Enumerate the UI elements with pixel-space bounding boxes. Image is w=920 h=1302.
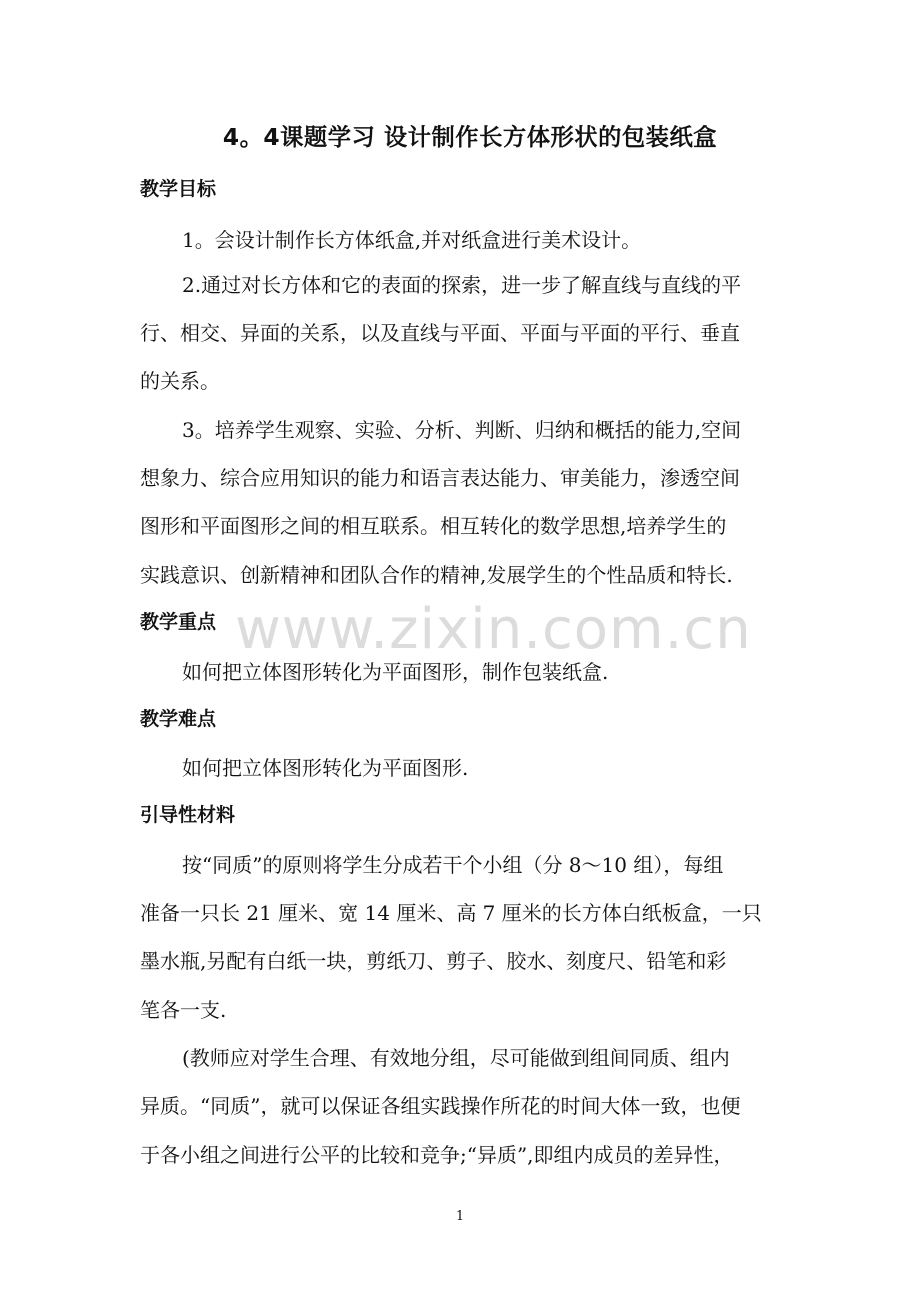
- document-title: 4。4课题学习 设计制作长方体形状的包装纸盒: [222, 124, 718, 151]
- paragraph-line: 3。培养学生观察、实验、分析、判断、归纳和概括的能力,空间: [182, 418, 742, 442]
- watermark: www.zixin.com.cn: [235, 597, 752, 662]
- paragraph-line: 想象力、综合应用知识的能力和语言表达能力、审美能力，渗透空间: [140, 466, 740, 490]
- paragraph-line: 按“同质”的原则将学生分成若干个小组（分 8～10 组），每组: [182, 853, 724, 877]
- paragraph-line: 异质。“同质”，就可以保证各组实践操作所花的时间大体一致，也便: [140, 1094, 741, 1118]
- paragraph-line: 实践意识、创新精神和团队合作的精神,发展学生的个性品质和特长.: [140, 563, 733, 587]
- paragraph-line: 1。会设计制作长方体纸盒,并对纸盒进行美术设计。: [182, 228, 642, 252]
- paragraph-line: 如何把立体图形转化为平面图形.: [182, 756, 469, 780]
- paragraph-line: 准备一只长 21 厘米、宽 14 厘米、高 7 厘米的长方体白纸板盒，一只: [140, 901, 762, 925]
- section-heading-difficulties: 教学难点: [140, 708, 217, 730]
- paragraph-line: 如何把立体图形转化为平面图形，制作包装纸盒.: [182, 660, 609, 684]
- paragraph-line: 2.通过对长方体和它的表面的探索，进一步了解直线与直线的平: [182, 273, 742, 297]
- paragraph-line: 笔各一支.: [140, 998, 227, 1022]
- page-number: 1: [455, 1209, 465, 1224]
- section-heading-materials: 引导性材料: [140, 804, 236, 826]
- paragraph-line: 的关系。: [140, 369, 220, 393]
- paragraph-line: 墨水瓶,另配有白纸一块，剪纸刀、剪子、胶水、刻度尺、铅笔和彩: [140, 949, 727, 973]
- paragraph-line: (教师应对学生合理、有效地分组，尽可能做到组间同质、组内: [182, 1046, 730, 1070]
- section-heading-key-points: 教学重点: [140, 611, 217, 633]
- paragraph-line: 于各小组之间进行公平的比较和竞争;“异质”,即组内成员的差异性，: [140, 1143, 734, 1167]
- section-heading-goals: 教学目标: [140, 178, 217, 200]
- paragraph-line: 图形和平面图形之间的相互联系。相互转化的数学思想,培养学生的: [140, 514, 727, 538]
- paragraph-line: 行、相交、异面的关系，以及直线与平面、平面与平面的平行、垂直: [140, 321, 740, 345]
